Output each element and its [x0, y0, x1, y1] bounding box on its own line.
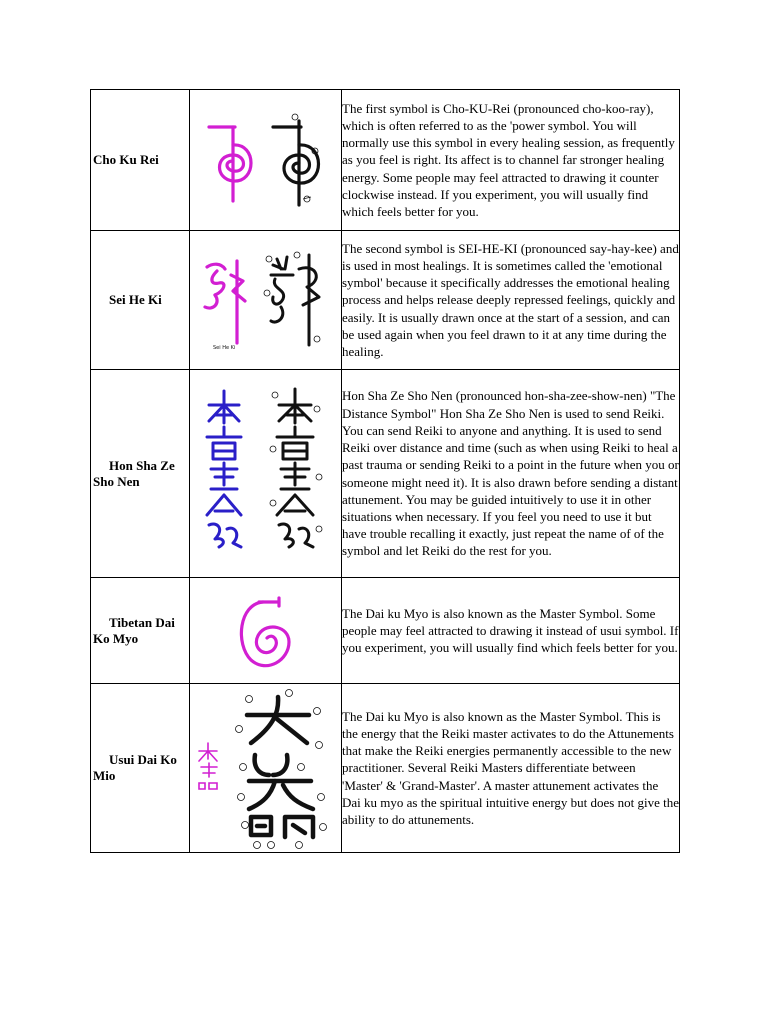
symbol-name: Cho Ku Rei	[93, 152, 159, 167]
symbol-description-cell	[342, 90, 680, 231]
symbol-description-cell	[342, 578, 680, 684]
usui-dai-ko-mio-symbol-icon	[191, 685, 341, 851]
symbol-name-cell	[91, 684, 190, 853]
symbol-description: The second symbol is SEI-HE-KI (pronounced say-hay-kee) and is used in most healings. It is sometimes called the 'emotional symbol' because it specifically addresses the emotional healing process and helps release deeply repressed feelings, quickly and easily. It is usually drawn once at the start of a session, and can be used again when you feel drawn to it at any time during the healing.	[342, 240, 679, 359]
symbol-image-cell	[190, 370, 342, 578]
symbol-description: The first symbol is Cho-KU-Rei (pronounced cho-koo-ray), which is often referred to as the 'power symbol. You will normally use this symbol in every healing session, as frequently as you feel is right. Its affect is to channel far stronger healing energy. Some people may feel attracted to drawing it counter clockwise instead. If you experiment, you will usually find which feels better for you.	[342, 100, 675, 219]
table-row	[91, 370, 680, 578]
symbol-name-cell	[91, 370, 190, 578]
svg-text:Sei He Ki: Sei He Ki	[212, 345, 235, 351]
hon-sha-ze-sho-nen-symbol-icon	[191, 379, 341, 569]
reiki-symbols-table	[90, 89, 680, 853]
symbol-name: Usui Dai Ko Mio	[93, 752, 177, 783]
tibetan-dai-ko-myo-symbol-icon	[191, 586, 341, 676]
symbol-name: Sei He Ki	[109, 292, 162, 307]
symbol-description: The Dai ku Myo is also known as the Master Symbol. This is the energy that the Reiki master activates to do the Attunements that make the Reiki energies permanently accessible to the new practitioner. Several Reiki Masters differentiate between 'Master' & 'Grand-Master'. A master attunement activates the Dai ku myo as the spiritual intuitive energy but does not give the ability to do attunements.	[342, 708, 679, 827]
symbol-description: The Dai ku Myo is also known as the Master Symbol. Some people may feel attracted to drawing it instead of usui symbol. If you experiment, you will usually find which feels better for you.	[342, 605, 679, 656]
symbol-image-cell	[190, 90, 342, 231]
sei-he-ki-symbol-icon	[191, 245, 341, 355]
symbol-name-cell	[91, 578, 190, 684]
symbol-name-cell	[91, 231, 190, 370]
table-row	[91, 684, 680, 853]
symbol-description-cell	[342, 684, 680, 853]
symbol-description-cell	[342, 370, 680, 578]
symbol-description-cell	[342, 231, 680, 370]
symbol-image-cell	[190, 231, 342, 370]
cho-ku-rei-symbol-icon	[191, 105, 341, 215]
table-row	[91, 231, 680, 370]
symbol-image-cell	[190, 684, 342, 853]
symbol-name-cell	[91, 90, 190, 231]
table-row	[91, 578, 680, 684]
symbol-name: Tibetan Dai Ko Myo	[93, 614, 175, 646]
symbol-name: Hon Sha Ze Sho Nen	[93, 457, 175, 489]
table-row	[91, 90, 680, 231]
symbol-description: Hon Sha Ze Sho Nen (pronounced hon-sha-zee-show-nen) "The Distance Symbol" Hon Sha Ze Sho Nen is used to send Reiki. You can send Reiki to anyone and anything. It is used to send Reiki over distance and time (such as when using Reiki to heal a past trauma or sending Reiki to a point in the future when you or someone might need it). It is also drawn before sending a distant attunement. You may be guided intuitively to use it in other situations when necessary. If you feel you need to use it but have trouble recalling it exactly, just repeat the name of of the symbol and let Reiki do the rest for you.	[342, 388, 679, 559]
symbol-image-cell	[190, 578, 342, 684]
